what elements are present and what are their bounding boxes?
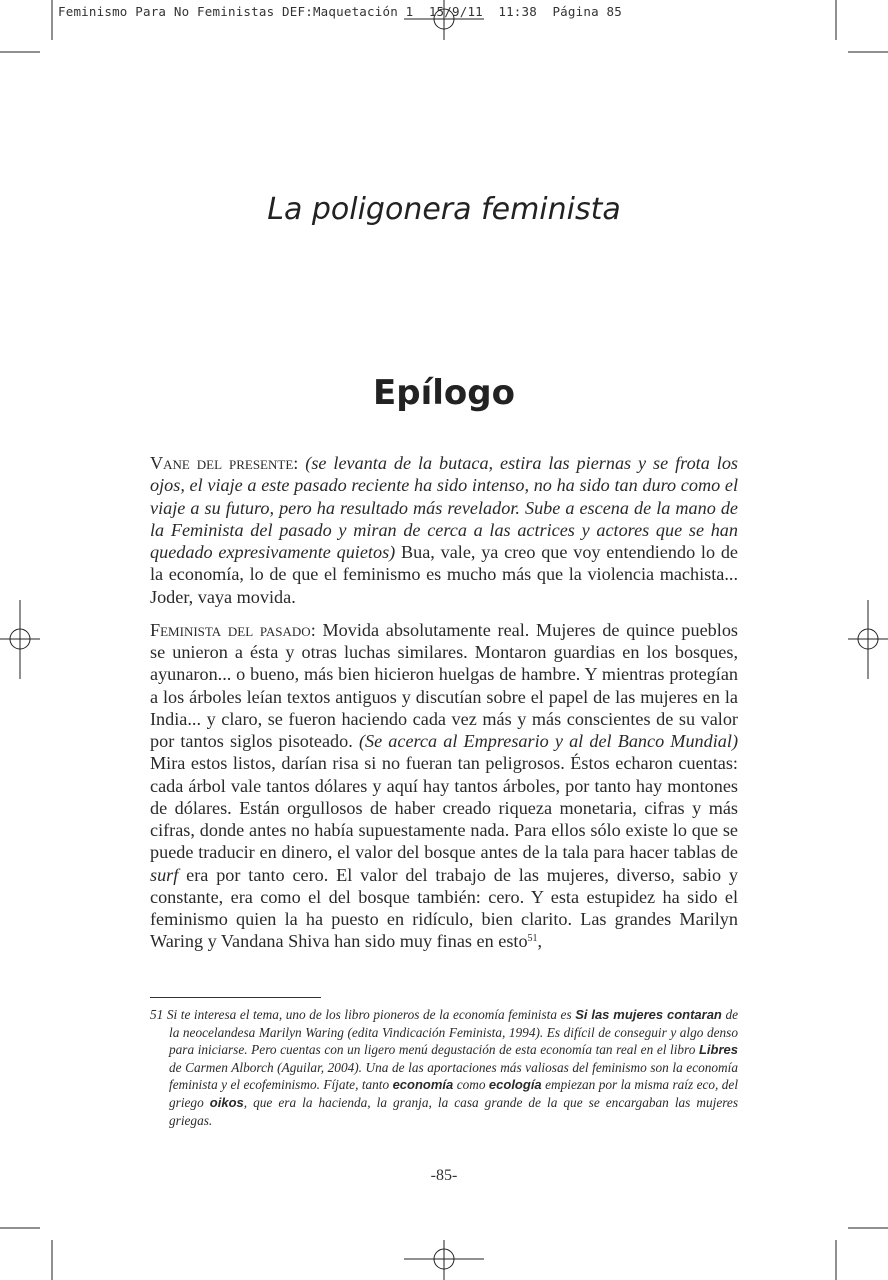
footnote-number: 51 <box>150 1007 164 1022</box>
emphasis-text: surf <box>150 864 179 885</box>
dialogue-text: Movida absolutamente real. Mujeres de quince pueblos se unieron a ésta y otras luchas similares. Montaron guardias en los bosques, ayunaron... o bueno, más bien hicieron huelgas de hambre. Y mientras protegían a los árboles leían textos antiguos y discutían sobre el papel de las mujeres en la India... y claro, se fueron haciendo cada vez más y más conscientes de su valor por tantos siglos pisoteado. <box>150 619 738 751</box>
dialogue-text: Mira estos listos, darían risa si no fueran tan peligrosos. Éstos echaron cuentas: cada árbol vale tantos dólares y aquí hay tantos árboles, por tanto hay montones de dólares. Están orgullosos de haber creado riqueza monetaria, cifras y más cifras, donde antes no había supuestamente nada. Para ellos sólo existe lo que se puede traducir en dinero, el valor del bosque antes de la tala para hacer tablas de <box>150 753 738 863</box>
body-text <box>150 452 738 964</box>
footnote-text: como <box>456 1077 486 1093</box>
bold-term: oikos <box>209 1094 244 1110</box>
paragraph <box>150 452 738 608</box>
punctuation: , <box>537 931 543 952</box>
bold-term: ecología <box>488 1077 542 1093</box>
speaker-name: Vane del presente: <box>150 453 299 473</box>
dialogue-text: Bua, vale, ya creo que voy entendiendo lo de la economía, lo de que el feminismo es mucho más que la violencia machista... Joder, vaya movida. <box>150 542 739 607</box>
stage-direction: (Se acerca al Empresario y al del Banco Mundial) <box>358 731 738 751</box>
dialogue-text: era por tanto cero. El valor del trabajo de las mujeres, diverso, sabio y constante, era como el del bosque también: cero. Y esta estupidez ha sido el feminismo quien la ha puesto en ridículo, bien clarito. Las grandes Marilyn Waring y Vandana Shiva han sido muy finas en esto <box>150 864 739 952</box>
footnotes <box>150 1006 738 1129</box>
bold-term: economía <box>392 1077 454 1093</box>
footnote-text: de Carmen Alborch (Aguilar, 2004). Una de las aportaciones más valiosas del feminismo son la economía feminista y el ecofeminismo. Fíjate, tanto <box>169 1059 738 1093</box>
footnote-text: , que era la hacienda, la granja, la casa grande de la que se encargaban las mujeres griegas. <box>169 1094 739 1128</box>
running-head: La poligonera feminista <box>267 192 621 227</box>
book-title: Libres <box>698 1042 738 1058</box>
stage-direction: (se levanta de la butaca, estira las piernas y se frota los ojos, el viaje a este pasado reciente ha sido intenso, no ha sido tan duro como el viaje a su futuro, pero ha resultado más revelador. Sube a escena de la mano de la Feminista del pasado y miran de cerca a las actrices y actores que se han quedado expresivamente quietos) <box>150 453 738 562</box>
footnote-separator <box>150 997 321 998</box>
footnote-text: de la neocelandesa Marilyn Waring (edita Vindicación Feminista, 1994). Es difícil de conseguir y algo denso para iniciarse. Pero cuentas con un ligero menú degustación de esta economía tan real en el libro <box>169 1007 738 1058</box>
page-number: -85- <box>430 1167 458 1184</box>
footnote-text: empiezan por la misma raíz eco, del griego <box>169 1077 739 1110</box>
footnote-reference: 51 <box>527 933 538 945</box>
footnote <box>150 1006 738 1129</box>
speaker-name: Feminista del pasado: <box>150 619 316 640</box>
footnote-text: Si te interesa el tema, uno de los libro pioneros de la economía feminista es <box>166 1007 572 1022</box>
chapter-title: Epílogo <box>373 373 515 413</box>
book-title: Si las mujeres contaran <box>575 1007 722 1022</box>
paragraph <box>150 619 738 953</box>
printer-slug: Feminismo Para No Feministas DEF:Maquetación 1 15/9/11 11:38 Página 85 <box>58 4 622 19</box>
